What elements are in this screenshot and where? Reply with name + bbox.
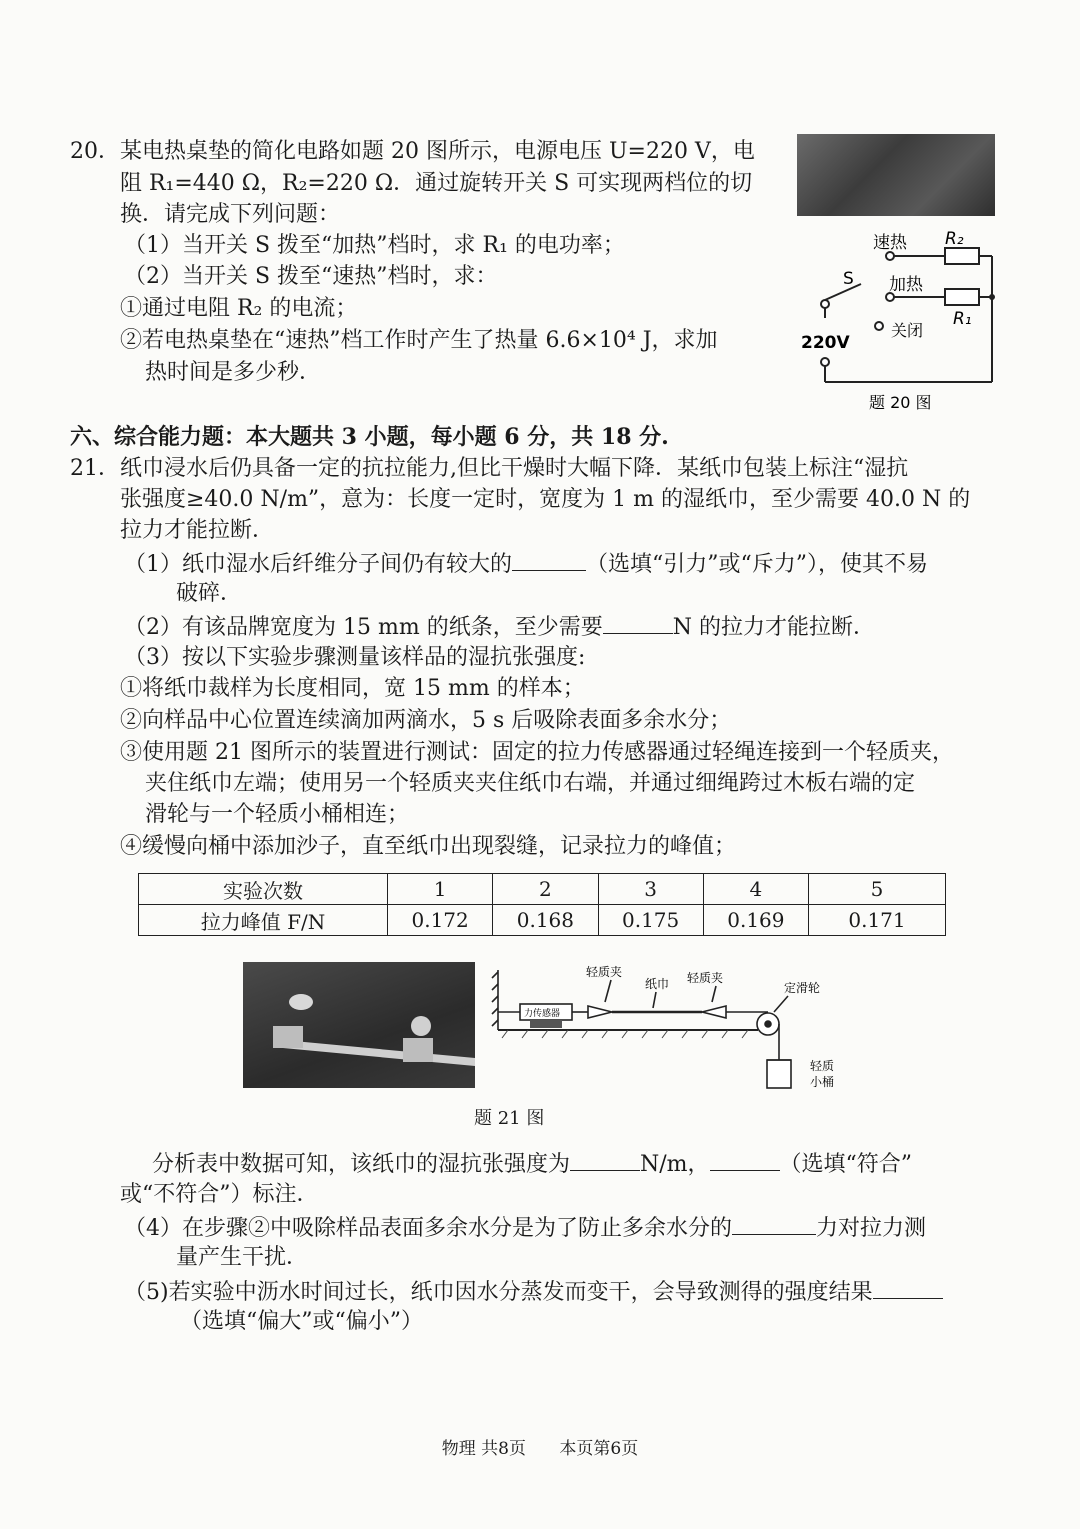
footer-subject: 物理 共8页 (441, 1439, 526, 1459)
q20-part-2-2-cont: 热时间是多少秒． (145, 360, 322, 385)
q21-analysis (152, 1148, 912, 1180)
q21-part-4 (124, 1212, 926, 1244)
label-switch-s: S (843, 269, 854, 289)
table-cell: 4 (703, 874, 808, 905)
label-bucket-line1: 轻质 (810, 1059, 835, 1073)
label-suhot: 速热 (873, 233, 907, 253)
q20-part-1: （1）当开关 S 拨至“加热”档时，求 R₁ 的电功率； (124, 233, 625, 258)
q21-step-4: ④缓慢向桶中添加沙子，直至纸巾出现裂缝，记录拉力的峰值； (120, 834, 737, 859)
q21-part-4-cont: 量产生干扰． (176, 1245, 309, 1270)
label-r1: R₁ (953, 309, 972, 329)
q21-step-3: ③使用题 21 图所示的装置进行测试：固定的拉力传感器通过轻绳连接到一个轻质夹， (120, 740, 954, 765)
q21-analysis-cont: 或“不符合”）标注． (120, 1182, 319, 1207)
table-row (139, 874, 946, 905)
answer-blank-3[interactable] (570, 1148, 640, 1171)
table-cell: 5 (809, 874, 946, 905)
table-cell: 0.169 (703, 905, 808, 936)
table-cell: 2 (493, 874, 598, 905)
answer-blank-5[interactable] (732, 1212, 816, 1235)
label-pulley: 定滑轮 (784, 981, 821, 995)
q21-step-3-cont-1: 夹住纸巾左端；使用另一个轻质夹夹住纸巾右端，并通过细绳跨过木板右端的定 (145, 771, 916, 796)
fig21-caption: 题 21 图 (474, 1108, 545, 1129)
label-jiare: 加热 (889, 275, 923, 295)
answer-blank-1[interactable] (512, 548, 586, 571)
force-peak-table (138, 873, 946, 936)
table-cell: 3 (598, 874, 703, 905)
table-cell: 0.168 (493, 905, 598, 936)
footer-page-number: 本页第6页 (559, 1439, 639, 1459)
page-footer (0, 1434, 1080, 1459)
q21-part-1-text-a: （1）纸巾湿水后纤维分子间仍有较大的 (124, 552, 512, 577)
answer-blank-6[interactable] (873, 1276, 943, 1299)
label-guanbi: 关闭 (891, 321, 924, 340)
label-r2: R₂ (945, 229, 964, 249)
q21-part-2-text-b: N 的拉力才能拉断． (672, 615, 875, 640)
section-6-heading: 六、综合能力题：本大题共 3 小题，每小题 6 分，共 18 分. (70, 424, 669, 450)
answer-blank-2[interactable] (603, 611, 673, 634)
table-cell: 1 (388, 874, 493, 905)
q21-analysis-text-c: （选填“符合” (779, 1152, 913, 1177)
q21-analysis-text-b: N/m， (640, 1152, 710, 1177)
label-clip-left: 轻质夹 (586, 965, 623, 979)
q21-part-4-text-b: 力对拉力测 (816, 1216, 927, 1241)
q21-part-1 (124, 548, 928, 580)
table-row (139, 905, 946, 936)
q21-part-4-text-a: （4）在步骤②中吸除样品表面多余水分是为了防止多余水分的 (124, 1216, 732, 1241)
q21-part-5 (124, 1276, 943, 1308)
answer-blank-4[interactable] (710, 1148, 780, 1171)
q21-part-5-cont: （选填“偏大”或“偏小”） (180, 1309, 423, 1334)
q21-part-5-text-a: （5)若实验中沥水时间过长，纸巾因水分蒸发而变干，会导致测得的强度结果 (124, 1280, 873, 1305)
label-sensor: 力传感器 (524, 1009, 561, 1019)
q21-part-1-text-b: （选填“引力”或“斥力”），使其不易 (586, 552, 928, 577)
q21-step-2: ②向样品中心位置连续滴加两滴水，5 s 后吸除表面多余水分； (120, 708, 732, 733)
q21-part-2 (124, 611, 875, 643)
q21-apparatus-diagram (488, 960, 848, 1095)
table-cell: 0.175 (598, 905, 703, 936)
table-cell: 0.171 (809, 905, 946, 936)
q20-line-2: 阻 R₁=440 Ω，R₂=220 Ω．通过旋转开关 S 可实现两档位的切 (120, 171, 753, 196)
q20-line-3: 换．请完成下列问题： (120, 202, 341, 227)
desk-pad-photo (797, 134, 995, 216)
label-voltage: 220V (801, 333, 850, 353)
q21-line-3: 拉力才能拉断． (120, 518, 275, 543)
q21-line-1: 21．纸巾浸水后仍具备一定的抗拉能力,但比干燥时大幅下降．某纸巾包装上标注“湿抗 (70, 456, 909, 481)
label-paper: 纸巾 (645, 977, 670, 991)
table-cell: 0.172 (388, 905, 493, 936)
table-header-force: 拉力峰值 F/N (139, 905, 388, 936)
label-bucket-line2: 小桶 (810, 1075, 835, 1089)
q20-line-1: 20．某电热桌垫的简化电路如题 20 图所示，电源电压 U=220 V，电 (70, 139, 755, 164)
q21-line-2: 张强度≥40.0 N/m”，意为：长度一定时，宽度为 1 m 的湿纸巾，至少需要 40.0 N 的 (120, 487, 971, 512)
q20-part-2-2: ②若电热桌垫在“速热”档工作时产生了热量 6.6×10⁴ J，求加 (120, 328, 718, 353)
table-header-trial: 实验次数 (139, 874, 388, 905)
experiment-photo (243, 962, 475, 1088)
q21-part-1-cont: 破碎． (176, 581, 243, 606)
q20-part-2: （2）当开关 S 拨至“速热”档时，求： (124, 264, 498, 289)
label-clip-right: 轻质夹 (687, 971, 724, 985)
q21-step-3-cont-2: 滑轮与一个轻质小桶相连； (145, 802, 410, 827)
q21-analysis-text-a: 分析表中数据可知，该纸巾的湿抗张强度为 (152, 1152, 571, 1177)
q20-part-2-1: ①通过电阻 R₂ 的电流； (120, 296, 358, 321)
q21-step-1: ①将纸巾裁样为长度相同，宽 15 mm 的样本； (120, 676, 585, 701)
fig20-caption: 题 20 图 (869, 393, 932, 412)
q21-part-3: （3）按以下实验步骤测量该样品的湿抗张强度: (124, 645, 586, 670)
q21-part-2-text-a: （2）有该品牌宽度为 15 mm 的纸条，至少需要 (124, 615, 603, 640)
q20-circuit-diagram (795, 222, 1005, 422)
